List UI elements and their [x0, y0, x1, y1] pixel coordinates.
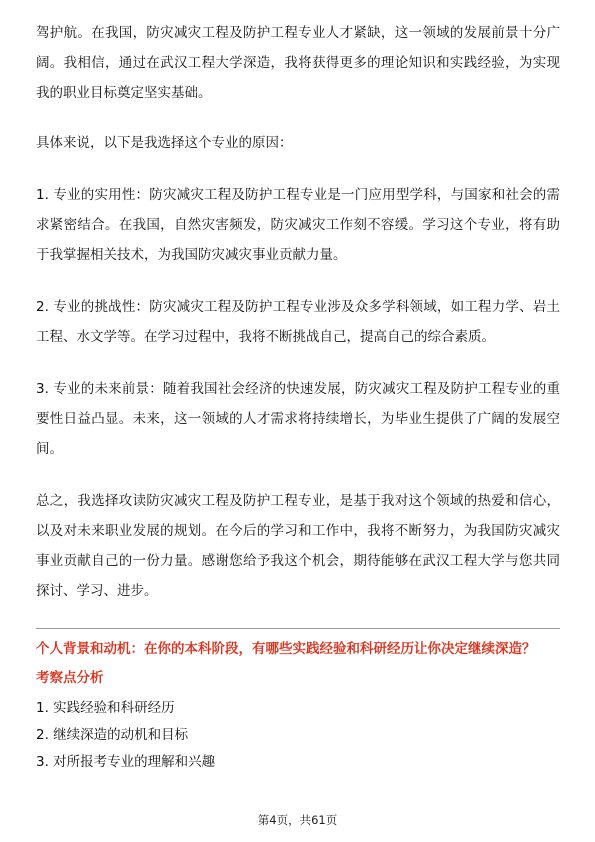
body-paragraph: 具体来说，以下是我选择这个专业的原因：: [36, 135, 293, 151]
reason-item-3: 3. 专业的未来前景：随着我国社会经济的快速发展，防灾减灾工程及防护工程专业的重要性日益凸显。未来，这一领域的人才需求将持续增长，为毕业生提供了广阔的发展空间。: [36, 381, 560, 457]
analysis-list: [36, 695, 560, 776]
page-content: [36, 18, 560, 776]
reason-item-2: 2. 专业的挑战性：防灾减灾工程及防护工程专业涉及众多学科领域，如工程力学、岩土工程、水文学等。在学习过程中，我将不断挑战自己，提高自己的综合素质。: [36, 299, 560, 345]
analysis-title: 考察点分析: [36, 670, 104, 686]
body-paragraph: 驾护航。在我国，防灾减灾工程及防护工程专业人才紧缺，这一领域的发展前景十分广阔。我相信，通过在武汉工程大学深造，我将获得更多的理论知识和实践经验，为实现我的职业目标奠定坚实基础。: [36, 25, 560, 101]
section-divider: [36, 628, 560, 629]
reason-item-1: 1. 专业的实用性：防灾减灾工程及防护工程专业是一门应用型学科，与国家和社会的需求紧密结合。在我国，自然灾害频发，防灾减灾工作刻不容缓。学习这个专业，将有助于我掌握相关技术，为我国防灾减灾事业贡献力量。: [36, 187, 560, 263]
page-number: 第4页，共61页: [257, 813, 338, 827]
analysis-item: 2. 继续深造的动机和目标: [36, 727, 189, 743]
analysis-item: 1. 实践经验和科研经历: [36, 700, 175, 716]
interview-question: 个人背景和动机：在你的本科阶段，有哪些实践经验和科研经历让你决定继续深造？: [36, 641, 536, 657]
conclusion-paragraph: 总之，我选择攻读防灾减灾工程及防护工程专业，是基于我对这个领域的热爱和信心，以及对未来职业发展的规划。在今后的学习和工作中，我将不断努力，为我国防灾减灾事业贡献自己的一份力量。感谢您给予我这个机会，期待能够在武汉工程大学与您共同探讨、学习、进步。: [36, 493, 560, 599]
analysis-item: 3. 对所报考专业的理解和兴趣: [36, 754, 216, 770]
